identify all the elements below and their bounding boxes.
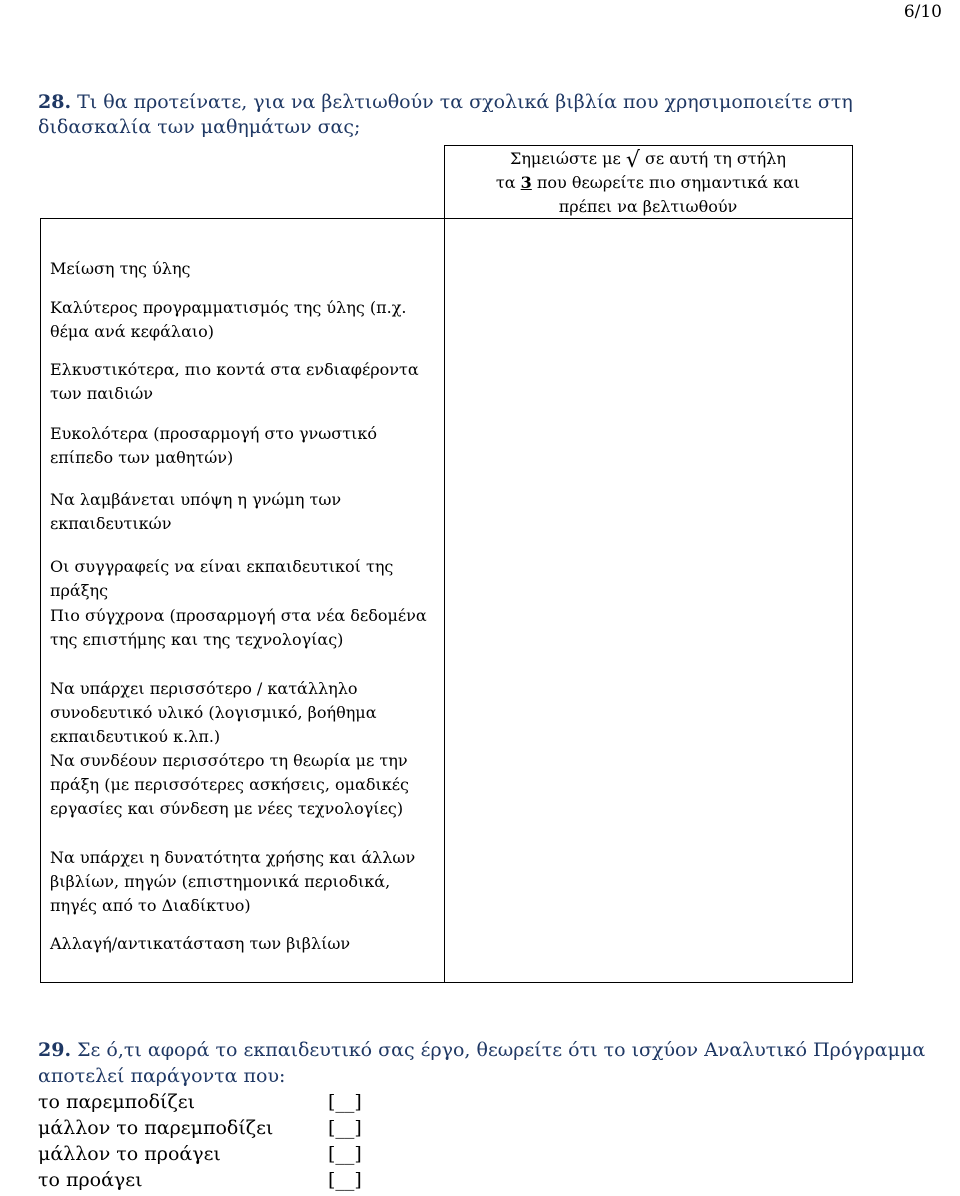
option-replace-books: Αλλαγή/αντικατάσταση των βιβλίων <box>50 934 351 953</box>
option-more-modern: Πιο σύγχρονα (προσαρμογή στα νέα δεδομένα της επιστήμης και της τεχνολογίας) <box>50 606 427 649</box>
option-theory-practice: Να συνδέουν περισσότερο τη θεωρία με την πράξη (με περισσότερες ασκήσεις, ομαδικές εργασίες και σύνδεση με νέες τεχνολογίες) <box>50 751 409 818</box>
option-other-books: Να υπάρχει η δυνατότητα χρήσης και άλλων βιβλίων, πηγών (επιστημονικά περιοδικά, πηγές από το Διαδίκτυο) <box>50 848 416 915</box>
table-bottom-border <box>40 982 853 983</box>
choice-checkbox[interactable]: [__] <box>328 1091 362 1113</box>
choice-label: μάλλον το παρεμποδίζει <box>38 1117 274 1139</box>
option-authors-practitioners: Οι συγγραφείς να είναι εκπαιδευτικοί της πράξης <box>50 557 394 600</box>
table-left-border <box>40 218 41 983</box>
choice-label: μάλλον το προάγει <box>38 1143 221 1165</box>
question-29-text: Σε ό,τι αφορά το εκπαιδευτικό σας έργο, θεωρείτε ότι το ισχύον Αναλυτικό Πρόγραμμα αποτελεί παράγοντα που: <box>38 1039 926 1087</box>
header-line1-after: σε αυτή τη στήλη <box>645 149 786 168</box>
choice-row <box>38 1167 938 1193</box>
choice-row <box>38 1089 938 1115</box>
question-28-title <box>38 90 918 140</box>
question-29-number: 29. <box>38 1039 72 1061</box>
question-29 <box>38 1037 938 1193</box>
option-teachers-opinion: Να λαμβάνεται υπόψη η γνώμη των εκπαιδευτικών <box>50 490 342 533</box>
option-easier: Ευκολότερα (προσαρμογή στο γνωστικό επίπεδο των μαθητών) <box>50 424 377 467</box>
option-more-attractive: Ελκυστικότερα, πιο κοντά στα ενδιαφέροντα των παιδιών <box>50 360 419 403</box>
question-28-number: 28. <box>38 91 72 113</box>
question-29-title <box>38 1037 938 1089</box>
choice-checkbox[interactable]: [__] <box>328 1143 362 1165</box>
checkmark-icon: √ <box>625 148 640 173</box>
choice-label: το παρεμποδίζει <box>38 1091 196 1113</box>
option-reduce-material: Μείωση της ύλης <box>50 259 191 278</box>
page-number: 6/10 <box>903 2 942 22</box>
table-top-border <box>444 145 853 146</box>
choice-row <box>38 1115 938 1141</box>
header-line2-number: 3 <box>520 173 532 192</box>
header-line2-after: που θεωρείτε πιο σημαντικά και <box>536 173 801 192</box>
question-28-text: Τι θα προτείνατε, για να βελτιωθούν τα σχολικά βιβλία που χρησιμοποιείτε στη διδασκαλία των μαθημάτων σας; <box>38 91 853 138</box>
option-supporting-material: Να υπάρχει περισσότερο / κατάλληλο συνοδευτικό υλικό (λογισμικό, βοήθημα εκπαιδευτικού κ.λπ.) <box>50 679 377 746</box>
table-header-instructions <box>444 147 852 219</box>
table-column-divider <box>444 145 445 983</box>
choice-checkbox[interactable]: [__] <box>328 1169 362 1191</box>
option-better-planning: Καλύτερος προγραμματισμός της ύλης (π.χ. θέμα ανά κεφάλαιο) <box>50 298 407 341</box>
choice-row <box>38 1141 938 1167</box>
table-right-border <box>852 145 853 983</box>
choice-checkbox[interactable]: [__] <box>328 1117 362 1139</box>
header-line1-before: Σημειώστε με <box>510 149 621 168</box>
header-line2-prefix: τα <box>495 173 516 192</box>
header-line3: πρέπει να βελτιωθούν <box>558 197 738 216</box>
choice-label: το προάγει <box>38 1169 143 1191</box>
